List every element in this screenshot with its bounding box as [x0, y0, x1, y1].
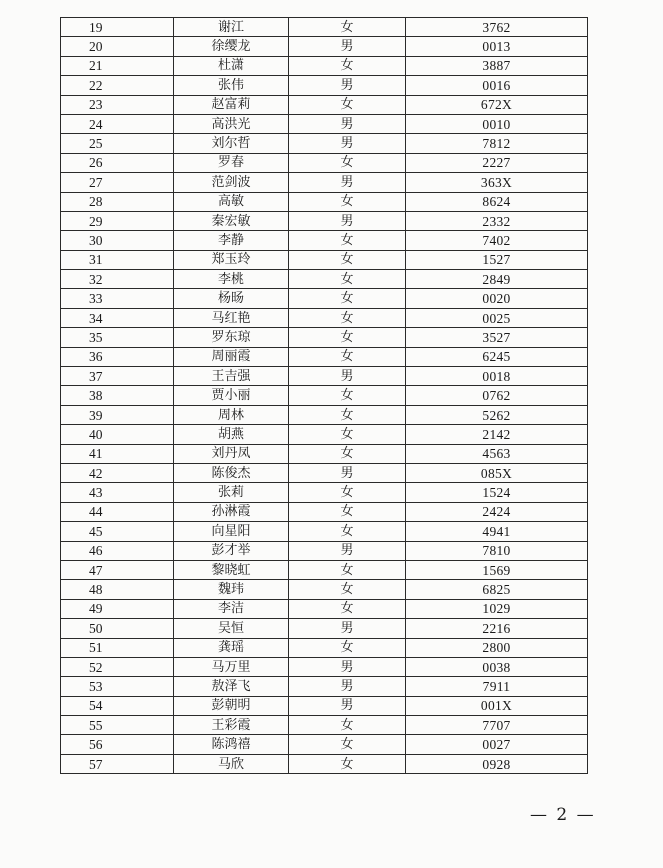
- table-row: [61, 483, 588, 502]
- row-number-cell: 45: [61, 522, 174, 541]
- gender-cell: 女: [289, 153, 406, 172]
- table-row: [61, 502, 588, 521]
- row-number-cell: 50: [61, 619, 174, 638]
- id-number-cell: 001X: [406, 696, 588, 715]
- name-cell: 张莉: [174, 483, 289, 502]
- gender-cell: 男: [289, 114, 406, 133]
- name-cell: 郑玉玲: [174, 250, 289, 269]
- id-number-cell: 4941: [406, 522, 588, 541]
- id-number-cell: 7812: [406, 134, 588, 153]
- gender-cell: 女: [289, 638, 406, 657]
- table-row: [61, 754, 588, 773]
- row-number-cell: 28: [61, 192, 174, 211]
- table-row: [61, 735, 588, 754]
- row-number-cell: 25: [61, 134, 174, 153]
- name-cell: 秦宏敏: [174, 211, 289, 230]
- id-number-cell: 1569: [406, 560, 588, 579]
- id-number-cell: 3887: [406, 56, 588, 75]
- gender-cell: 男: [289, 541, 406, 560]
- table-row: [61, 560, 588, 579]
- gender-cell: 男: [289, 173, 406, 192]
- id-number-cell: 0762: [406, 386, 588, 405]
- row-number-cell: 19: [61, 18, 174, 37]
- gender-cell: 女: [289, 502, 406, 521]
- table-row: [61, 270, 588, 289]
- id-number-cell: 0020: [406, 289, 588, 308]
- table-row: [61, 444, 588, 463]
- id-number-cell: 0928: [406, 754, 588, 773]
- row-number-cell: 36: [61, 347, 174, 366]
- row-number-cell: 54: [61, 696, 174, 715]
- name-cell: 李桃: [174, 270, 289, 289]
- name-cell: 马欣: [174, 754, 289, 773]
- name-cell: 刘丹凤: [174, 444, 289, 463]
- table-row: [61, 619, 588, 638]
- id-number-cell: 0018: [406, 367, 588, 386]
- table-row: [61, 347, 588, 366]
- name-cell: 向星阳: [174, 522, 289, 541]
- id-number-cell: 2424: [406, 502, 588, 521]
- table-row: [61, 114, 588, 133]
- table-row: [61, 37, 588, 56]
- name-cell: 罗春: [174, 153, 289, 172]
- name-cell: 范剑波: [174, 173, 289, 192]
- table-row: [61, 134, 588, 153]
- row-number-cell: 39: [61, 405, 174, 424]
- name-cell: 彭才举: [174, 541, 289, 560]
- roster-table-body: [61, 18, 588, 774]
- gender-cell: 女: [289, 560, 406, 579]
- gender-cell: 男: [289, 677, 406, 696]
- name-cell: 杨旸: [174, 289, 289, 308]
- table-row: [61, 657, 588, 676]
- row-number-cell: 27: [61, 173, 174, 192]
- gender-cell: 男: [289, 619, 406, 638]
- name-cell: 赵富莉: [174, 95, 289, 114]
- table-row: [61, 328, 588, 347]
- gender-cell: 女: [289, 18, 406, 37]
- name-cell: 黎晓虹: [174, 560, 289, 579]
- table-row: [61, 192, 588, 211]
- id-number-cell: 2227: [406, 153, 588, 172]
- id-number-cell: 0010: [406, 114, 588, 133]
- table-row: [61, 56, 588, 75]
- row-number-cell: 43: [61, 483, 174, 502]
- row-number-cell: 57: [61, 754, 174, 773]
- id-number-cell: 2849: [406, 270, 588, 289]
- gender-cell: 女: [289, 192, 406, 211]
- name-cell: 王吉强: [174, 367, 289, 386]
- row-number-cell: 44: [61, 502, 174, 521]
- name-cell: 吴恒: [174, 619, 289, 638]
- row-number-cell: 29: [61, 211, 174, 230]
- name-cell: 敖泽飞: [174, 677, 289, 696]
- name-cell: 王彩霞: [174, 716, 289, 735]
- id-number-cell: 7707: [406, 716, 588, 735]
- gender-cell: 男: [289, 367, 406, 386]
- table-row: [61, 231, 588, 250]
- id-number-cell: 2216: [406, 619, 588, 638]
- name-cell: 李静: [174, 231, 289, 250]
- gender-cell: 女: [289, 580, 406, 599]
- gender-cell: 女: [289, 231, 406, 250]
- table-row: [61, 638, 588, 657]
- gender-cell: 男: [289, 211, 406, 230]
- gender-cell: 女: [289, 405, 406, 424]
- id-number-cell: 4563: [406, 444, 588, 463]
- name-cell: 高敏: [174, 192, 289, 211]
- gender-cell: 女: [289, 328, 406, 347]
- gender-cell: 女: [289, 250, 406, 269]
- gender-cell: 男: [289, 76, 406, 95]
- name-cell: 刘尔哲: [174, 134, 289, 153]
- gender-cell: 女: [289, 444, 406, 463]
- name-cell: 李洁: [174, 599, 289, 618]
- gender-cell: 女: [289, 347, 406, 366]
- id-number-cell: 0027: [406, 735, 588, 754]
- table-row: [61, 153, 588, 172]
- gender-cell: 男: [289, 696, 406, 715]
- table-row: [61, 599, 588, 618]
- table-row: [61, 367, 588, 386]
- gender-cell: 女: [289, 599, 406, 618]
- table-row: [61, 541, 588, 560]
- name-cell: 陈鸿禧: [174, 735, 289, 754]
- table-row: [61, 18, 588, 37]
- table-row: [61, 308, 588, 327]
- table-row: [61, 405, 588, 424]
- id-number-cell: 7911: [406, 677, 588, 696]
- id-number-cell: 5262: [406, 405, 588, 424]
- row-number-cell: 42: [61, 463, 174, 482]
- row-number-cell: 40: [61, 425, 174, 444]
- row-number-cell: 32: [61, 270, 174, 289]
- table-row: [61, 250, 588, 269]
- gender-cell: 男: [289, 37, 406, 56]
- row-number-cell: 51: [61, 638, 174, 657]
- id-number-cell: 2142: [406, 425, 588, 444]
- gender-cell: 男: [289, 134, 406, 153]
- id-number-cell: 0038: [406, 657, 588, 676]
- id-number-cell: 0025: [406, 308, 588, 327]
- name-cell: 马万里: [174, 657, 289, 676]
- row-number-cell: 26: [61, 153, 174, 172]
- id-number-cell: 363X: [406, 173, 588, 192]
- name-cell: 马红艳: [174, 308, 289, 327]
- row-number-cell: 46: [61, 541, 174, 560]
- id-number-cell: 1029: [406, 599, 588, 618]
- row-number-cell: 48: [61, 580, 174, 599]
- table-row: [61, 173, 588, 192]
- id-number-cell: 8624: [406, 192, 588, 211]
- row-number-cell: 47: [61, 560, 174, 579]
- gender-cell: 女: [289, 716, 406, 735]
- name-cell: 谢江: [174, 18, 289, 37]
- row-number-cell: 24: [61, 114, 174, 133]
- table-row: [61, 463, 588, 482]
- table-row: [61, 696, 588, 715]
- gender-cell: 女: [289, 289, 406, 308]
- gender-cell: 女: [289, 95, 406, 114]
- page-number: — 2 —: [530, 805, 596, 825]
- row-number-cell: 22: [61, 76, 174, 95]
- row-number-cell: 35: [61, 328, 174, 347]
- name-cell: 贾小丽: [174, 386, 289, 405]
- gender-cell: 男: [289, 463, 406, 482]
- table-row: [61, 211, 588, 230]
- id-number-cell: 672X: [406, 95, 588, 114]
- id-number-cell: 1527: [406, 250, 588, 269]
- id-number-cell: 0016: [406, 76, 588, 95]
- table-row: [61, 386, 588, 405]
- id-number-cell: 2800: [406, 638, 588, 657]
- roster-table: [60, 17, 588, 774]
- row-number-cell: 23: [61, 95, 174, 114]
- name-cell: 彭朝明: [174, 696, 289, 715]
- row-number-cell: 21: [61, 56, 174, 75]
- id-number-cell: 1524: [406, 483, 588, 502]
- gender-cell: 女: [289, 754, 406, 773]
- name-cell: 罗东琼: [174, 328, 289, 347]
- gender-cell: 男: [289, 657, 406, 676]
- gender-cell: 女: [289, 735, 406, 754]
- name-cell: 魏玮: [174, 580, 289, 599]
- gender-cell: 女: [289, 483, 406, 502]
- row-number-cell: 34: [61, 308, 174, 327]
- row-number-cell: 55: [61, 716, 174, 735]
- id-number-cell: 7810: [406, 541, 588, 560]
- table-row: [61, 289, 588, 308]
- id-number-cell: 6245: [406, 347, 588, 366]
- row-number-cell: 37: [61, 367, 174, 386]
- row-number-cell: 20: [61, 37, 174, 56]
- row-number-cell: 41: [61, 444, 174, 463]
- id-number-cell: 085X: [406, 463, 588, 482]
- name-cell: 龚瑶: [174, 638, 289, 657]
- id-number-cell: 7402: [406, 231, 588, 250]
- row-number-cell: 33: [61, 289, 174, 308]
- id-number-cell: 2332: [406, 211, 588, 230]
- row-number-cell: 49: [61, 599, 174, 618]
- name-cell: 张伟: [174, 76, 289, 95]
- id-number-cell: 3527: [406, 328, 588, 347]
- gender-cell: 女: [289, 270, 406, 289]
- name-cell: 孙淋霞: [174, 502, 289, 521]
- id-number-cell: 3762: [406, 18, 588, 37]
- row-number-cell: 56: [61, 735, 174, 754]
- row-number-cell: 53: [61, 677, 174, 696]
- gender-cell: 女: [289, 308, 406, 327]
- row-number-cell: 30: [61, 231, 174, 250]
- gender-cell: 女: [289, 522, 406, 541]
- table-row: [61, 425, 588, 444]
- table-row: [61, 677, 588, 696]
- table-row: [61, 716, 588, 735]
- id-number-cell: 6825: [406, 580, 588, 599]
- table-row: [61, 95, 588, 114]
- gender-cell: 女: [289, 425, 406, 444]
- gender-cell: 女: [289, 386, 406, 405]
- name-cell: 周丽霞: [174, 347, 289, 366]
- table-row: [61, 522, 588, 541]
- row-number-cell: 38: [61, 386, 174, 405]
- row-number-cell: 52: [61, 657, 174, 676]
- name-cell: 杜潇: [174, 56, 289, 75]
- name-cell: 周林: [174, 405, 289, 424]
- name-cell: 陈俊杰: [174, 463, 289, 482]
- id-number-cell: 0013: [406, 37, 588, 56]
- row-number-cell: 31: [61, 250, 174, 269]
- table-row: [61, 76, 588, 95]
- gender-cell: 女: [289, 56, 406, 75]
- name-cell: 胡燕: [174, 425, 289, 444]
- name-cell: 高洪光: [174, 114, 289, 133]
- table-row: [61, 580, 588, 599]
- name-cell: 徐缨龙: [174, 37, 289, 56]
